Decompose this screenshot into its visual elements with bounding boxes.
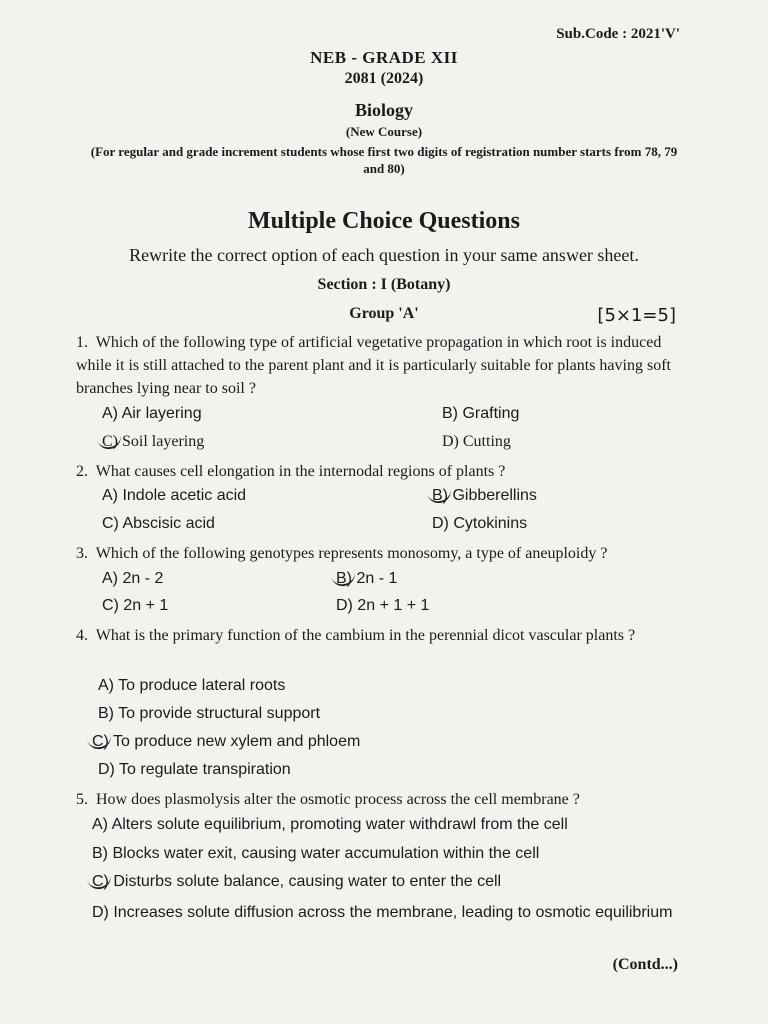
option-a: A) 2n - 2 [102, 570, 164, 587]
question-number: 5. [76, 791, 88, 808]
group-label: Group 'A' [349, 305, 419, 322]
option-c: C) Abscisic acid [102, 515, 215, 532]
option-a: A) Alters solute equilibrium, promoting water withdrawl from the cell [92, 816, 568, 833]
question-3 [76, 542, 684, 565]
section-heading: Multiple Choice Questions [247, 208, 520, 234]
option-b: B) 2n - 1 [336, 570, 398, 587]
exam-year: 2081 (2024) [344, 70, 424, 87]
question-number: 2. [76, 463, 88, 480]
question-text: Which of the following type of artificial vegetative propagation in which root is induced while it is still attached to the parent plant and it is particularly suitable for plants having soft branches lying near to soil ? [76, 334, 671, 397]
question-5 [76, 788, 684, 811]
question-1 [76, 331, 684, 400]
option-a: A) Indole acetic acid [102, 487, 247, 504]
eligibility-note: (For regular and grade increment students whose first two digits of registration number starts from 78, 79 and 80) [90, 144, 678, 176]
option-d: D) To regulate transpiration [98, 761, 291, 778]
question-number: 3. [76, 545, 88, 562]
question-number: 4. [76, 627, 88, 644]
option-d: D) Increases solute diffusion across the membrane, leading to osmotic equilibrium [92, 904, 673, 921]
option-b: B) Blocks water exit, causing water accumulation within the cell [92, 845, 540, 862]
option-d: D) Cytokinins [432, 515, 528, 532]
marks-label: [5×1=5] [597, 305, 676, 326]
question-text: What causes cell elongation in the internodal regions of plants ? [95, 463, 506, 480]
option-c: C) 2n + 1 [102, 597, 169, 614]
option-c: C) Disturbs solute balance, causing water to enter the cell [92, 873, 502, 890]
option-c: C) To produce new xylem and phloem [92, 733, 361, 750]
question-4 [76, 624, 684, 647]
option-a: A) To produce lateral roots [98, 677, 286, 694]
option-b: B) To provide structural support [98, 705, 321, 722]
question-2 [76, 460, 684, 483]
subject-title: Biology [354, 100, 413, 120]
course-label: (New Course) [345, 124, 423, 139]
question-text: How does plasmolysis alter the osmotic process across the cell membrane ? [96, 791, 580, 808]
section-label: Section : I (Botany) [317, 276, 451, 293]
option-a: A) Air layering [102, 405, 202, 422]
option-b: B) Gibberellins [432, 487, 537, 504]
question-number: 1. [76, 334, 88, 351]
instruction-text: Rewrite the correct option of each question in your same answer sheet. [129, 245, 639, 265]
continued-label: (Contd...) [612, 956, 678, 973]
option-c: C) Soil layering [102, 433, 205, 450]
option-d: D) Cutting [442, 433, 511, 450]
question-text: Which of the following genotypes represents monosomy, a type of aneuploidy ? [95, 545, 608, 562]
option-b: B) Grafting [442, 405, 520, 422]
question-text: What is the primary function of the cambium in the perennial dicot vascular plants ? [95, 627, 636, 644]
exam-board-grade: NEB - GRADE XII [310, 48, 458, 67]
option-d: D) 2n + 1 + 1 [336, 597, 430, 614]
subject-code: Sub.Code : 2021'V' [556, 26, 680, 42]
